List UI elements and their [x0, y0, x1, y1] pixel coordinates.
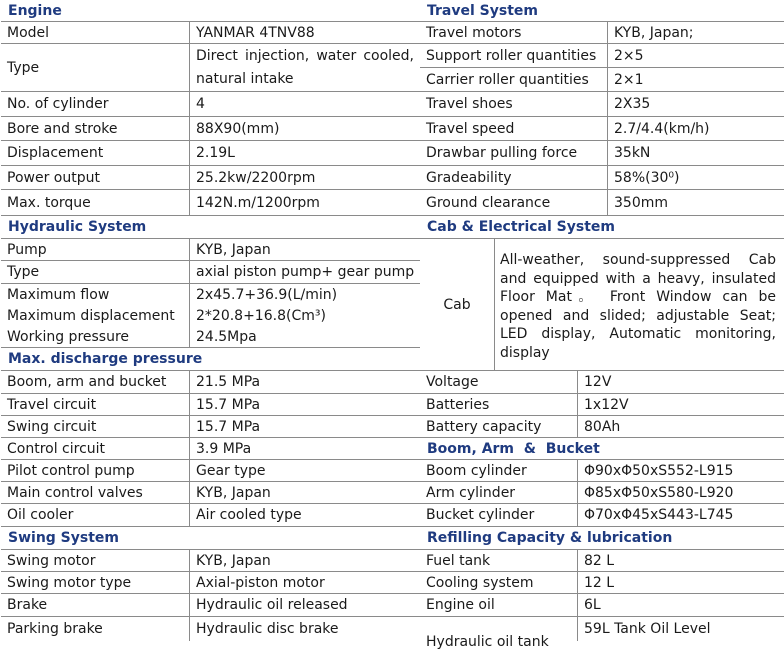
spec-row-brake	[1, 594, 420, 617]
spec-label: Brake	[7, 597, 48, 613]
section-header-boom: Boom, Arm & Bucket	[420, 438, 784, 460]
spec-value: 59L Tank Oil Level	[577, 617, 784, 641]
spec-value: All-weather, sound-suppressed Cab and equipped with a heavy, insulated Floor Mat。 Front Window can be opened and slided; adjustable Seat; LED display, Automatic monitoring, display	[494, 239, 784, 370]
spec-label: Carrier roller quantities	[426, 71, 589, 88]
spec-value: 4	[189, 92, 420, 116]
spec-value: 21.5 MPa	[189, 371, 420, 393]
spec-value: KYB, Japan	[189, 482, 420, 503]
spec-label: Parking brake	[7, 621, 103, 637]
spec-value: 15.7 MPa	[189, 416, 420, 437]
spec-label: No. of cylinder	[7, 96, 109, 112]
spec-value: Φ70xΦ45xS443-L745	[577, 504, 784, 526]
spec-row-ground-clearance	[420, 190, 784, 216]
spec-row-support-roller	[420, 44, 784, 68]
spec-value: 35kN	[607, 141, 784, 165]
spec-label: Swing circuit	[7, 418, 97, 435]
spec-value: 80Ah	[577, 416, 784, 437]
spec-label: Travel motors	[426, 24, 522, 41]
spec-label: Battery capacity	[426, 418, 542, 435]
spec-row-displacement	[1, 141, 420, 166]
spec-row-battery-capacity	[420, 416, 784, 438]
spec-value: Φ90xΦ50xS552-L915	[577, 460, 784, 481]
spec-label: Ground clearance	[426, 194, 551, 211]
spec-label: Swing motor	[7, 552, 96, 569]
spec-label: Drawbar pulling force	[426, 145, 578, 161]
spec-label	[420, 617, 577, 650]
section-header-refill: Refilling Capacity & lubrication	[420, 527, 784, 550]
spec-label: Oil cooler	[7, 507, 74, 523]
spec-row-batteries	[420, 394, 784, 416]
spec-label: Cab	[443, 296, 471, 313]
spec-value: 350mm	[607, 190, 784, 215]
section-header-cab: Cab & Electrical System	[420, 216, 784, 239]
spec-label: Pump	[7, 241, 47, 258]
spec-label-stack	[1, 284, 189, 347]
spec-label: Travel circuit	[7, 396, 97, 413]
spec-label: Gradeability	[426, 169, 512, 186]
section-header-discharge: Max. discharge pressure	[1, 348, 420, 371]
spec-label: Pilot control pump	[7, 462, 135, 479]
spec-row-model	[1, 22, 420, 44]
spec-label: Model	[7, 24, 50, 41]
spec-value: Axial-piston motor	[189, 572, 420, 593]
section-header-engine: Engine	[1, 0, 420, 22]
spec-value: axial piston pump+ gear pump	[189, 261, 420, 283]
spec-row-engine-type	[1, 44, 420, 92]
spec-value: 6L	[577, 594, 784, 616]
spec-row-control-valves	[1, 482, 420, 504]
spec-row-boom-pressure	[1, 371, 420, 394]
spec-label: Travel speed	[426, 120, 515, 137]
spec-label: Swing motor type	[7, 574, 132, 591]
spec-value-stack	[189, 284, 420, 347]
section-header-travel: Travel System	[420, 0, 784, 22]
spec-row-drawbar	[420, 141, 784, 166]
spec-value: 142N.m/1200rpm	[189, 190, 420, 215]
spec-label: Maximum displacement	[7, 308, 175, 324]
spec-label: Boom, arm and bucket	[7, 374, 167, 390]
spec-row-cooling-system	[420, 572, 784, 594]
spec-row-bore	[1, 117, 420, 141]
spec-value: KYB, Japan;	[607, 22, 784, 43]
spec-row-pump	[1, 239, 420, 261]
spec-value: 12V	[577, 371, 784, 393]
spec-row-travel-speed	[420, 117, 784, 141]
spec-label: Travel shoes	[426, 96, 513, 112]
spec-label: Boom cylinder	[426, 462, 527, 479]
spec-label: Displacement	[7, 145, 104, 161]
spec-value: 2.7/4.4(km/h)	[607, 117, 784, 140]
spec-row-oil-cooler	[1, 504, 420, 527]
spec-row-parking-brake	[1, 617, 420, 641]
spec-row-pilot-pump	[1, 460, 420, 482]
spec-label: Arm cylinder	[426, 484, 516, 501]
spec-row-travel-shoes	[420, 92, 784, 117]
spec-label: Working pressure	[7, 329, 130, 345]
spec-value: 2×5	[607, 44, 784, 67]
spec-label: Type	[7, 264, 40, 280]
spec-label: Support roller quantities	[426, 47, 597, 64]
spec-row-torque	[1, 190, 420, 216]
spec-row-control-pressure	[1, 438, 420, 460]
spec-value: 12 L	[577, 572, 784, 593]
spec-value: 2×1	[607, 68, 784, 91]
spec-label: Engine oil	[426, 597, 495, 613]
spec-label: Fuel tank	[426, 552, 491, 569]
spec-row-flow-group	[1, 284, 420, 348]
spec-row-carrier-roller	[420, 68, 784, 92]
spec-value: 15.7 MPa	[189, 394, 420, 415]
spec-row-power	[1, 166, 420, 190]
spec-row-travel-motors	[420, 22, 784, 44]
spec-label: Main control valves	[7, 484, 143, 501]
spec-value: 2*20.8+16.8(Cm³)	[196, 308, 326, 324]
spec-label: Cooling system	[426, 574, 534, 591]
spec-value: 82 L	[577, 550, 784, 571]
spec-label: Type	[7, 59, 40, 76]
section-header-hydraulic: Hydraulic System	[1, 216, 420, 239]
spec-row-hydraulic-tank	[420, 617, 784, 650]
spec-value: 1x12V	[577, 394, 784, 415]
spec-value: KYB, Japan	[189, 550, 420, 571]
spec-value: 88X90(mm)	[189, 117, 420, 140]
spec-label: Bore and stroke	[7, 120, 118, 137]
spec-label-text: Hydraulic oil tank	[426, 634, 549, 650]
spec-row-travel-pressure	[1, 394, 420, 416]
spec-value: 25.2kw/2200rpm	[189, 166, 420, 189]
spec-row-swing-pressure	[1, 416, 420, 438]
spec-label: Voltage	[426, 374, 479, 390]
spec-label: Max. torque	[7, 194, 91, 211]
spec-row-boom-cylinder	[420, 460, 784, 482]
spec-value: 24.5Mpa	[196, 329, 257, 345]
spec-row-swing-motor-type	[1, 572, 420, 594]
spec-row-bucket-cylinder	[420, 504, 784, 527]
spec-row-pump-type	[1, 261, 420, 284]
spec-value: YANMAR 4TNV88	[189, 22, 420, 43]
spec-label: Control circuit	[7, 440, 106, 457]
spec-value: 2X35	[607, 92, 784, 116]
spec-value: Gear type	[189, 460, 420, 481]
section-header-swing: Swing System	[1, 527, 420, 550]
spec-label: Batteries	[426, 396, 490, 413]
spec-row-cylinders	[1, 92, 420, 117]
spec-value: 2x45.7+36.9(L/min)	[196, 287, 338, 303]
spec-value: Hydraulic oil released	[189, 594, 420, 616]
spec-row-cab	[420, 239, 784, 371]
spec-value: 3.9 MPa	[189, 438, 420, 459]
spec-value: Direct injection, water cooled, natural intake	[189, 44, 420, 91]
spec-row-voltage	[420, 371, 784, 394]
spec-row-arm-cylinder	[420, 482, 784, 504]
spec-value: Hydraulic disc brake	[189, 617, 420, 641]
spec-row-engine-oil	[420, 594, 784, 617]
spec-row-fuel-tank	[420, 550, 784, 572]
spec-label: Power output	[7, 169, 100, 186]
spec-value: Air cooled type	[189, 504, 420, 526]
spec-value: 58%(30⁰)	[607, 166, 784, 189]
spec-value: KYB, Japan	[189, 239, 420, 260]
spec-label: Bucket cylinder	[426, 507, 535, 523]
spec-value: Φ85xΦ50xS580-L920	[577, 482, 784, 503]
spec-label: Maximum flow	[7, 287, 110, 303]
spec-value: 2.19L	[189, 141, 420, 165]
spec-row-gradeability	[420, 166, 784, 190]
spec-row-swing-motor	[1, 550, 420, 572]
